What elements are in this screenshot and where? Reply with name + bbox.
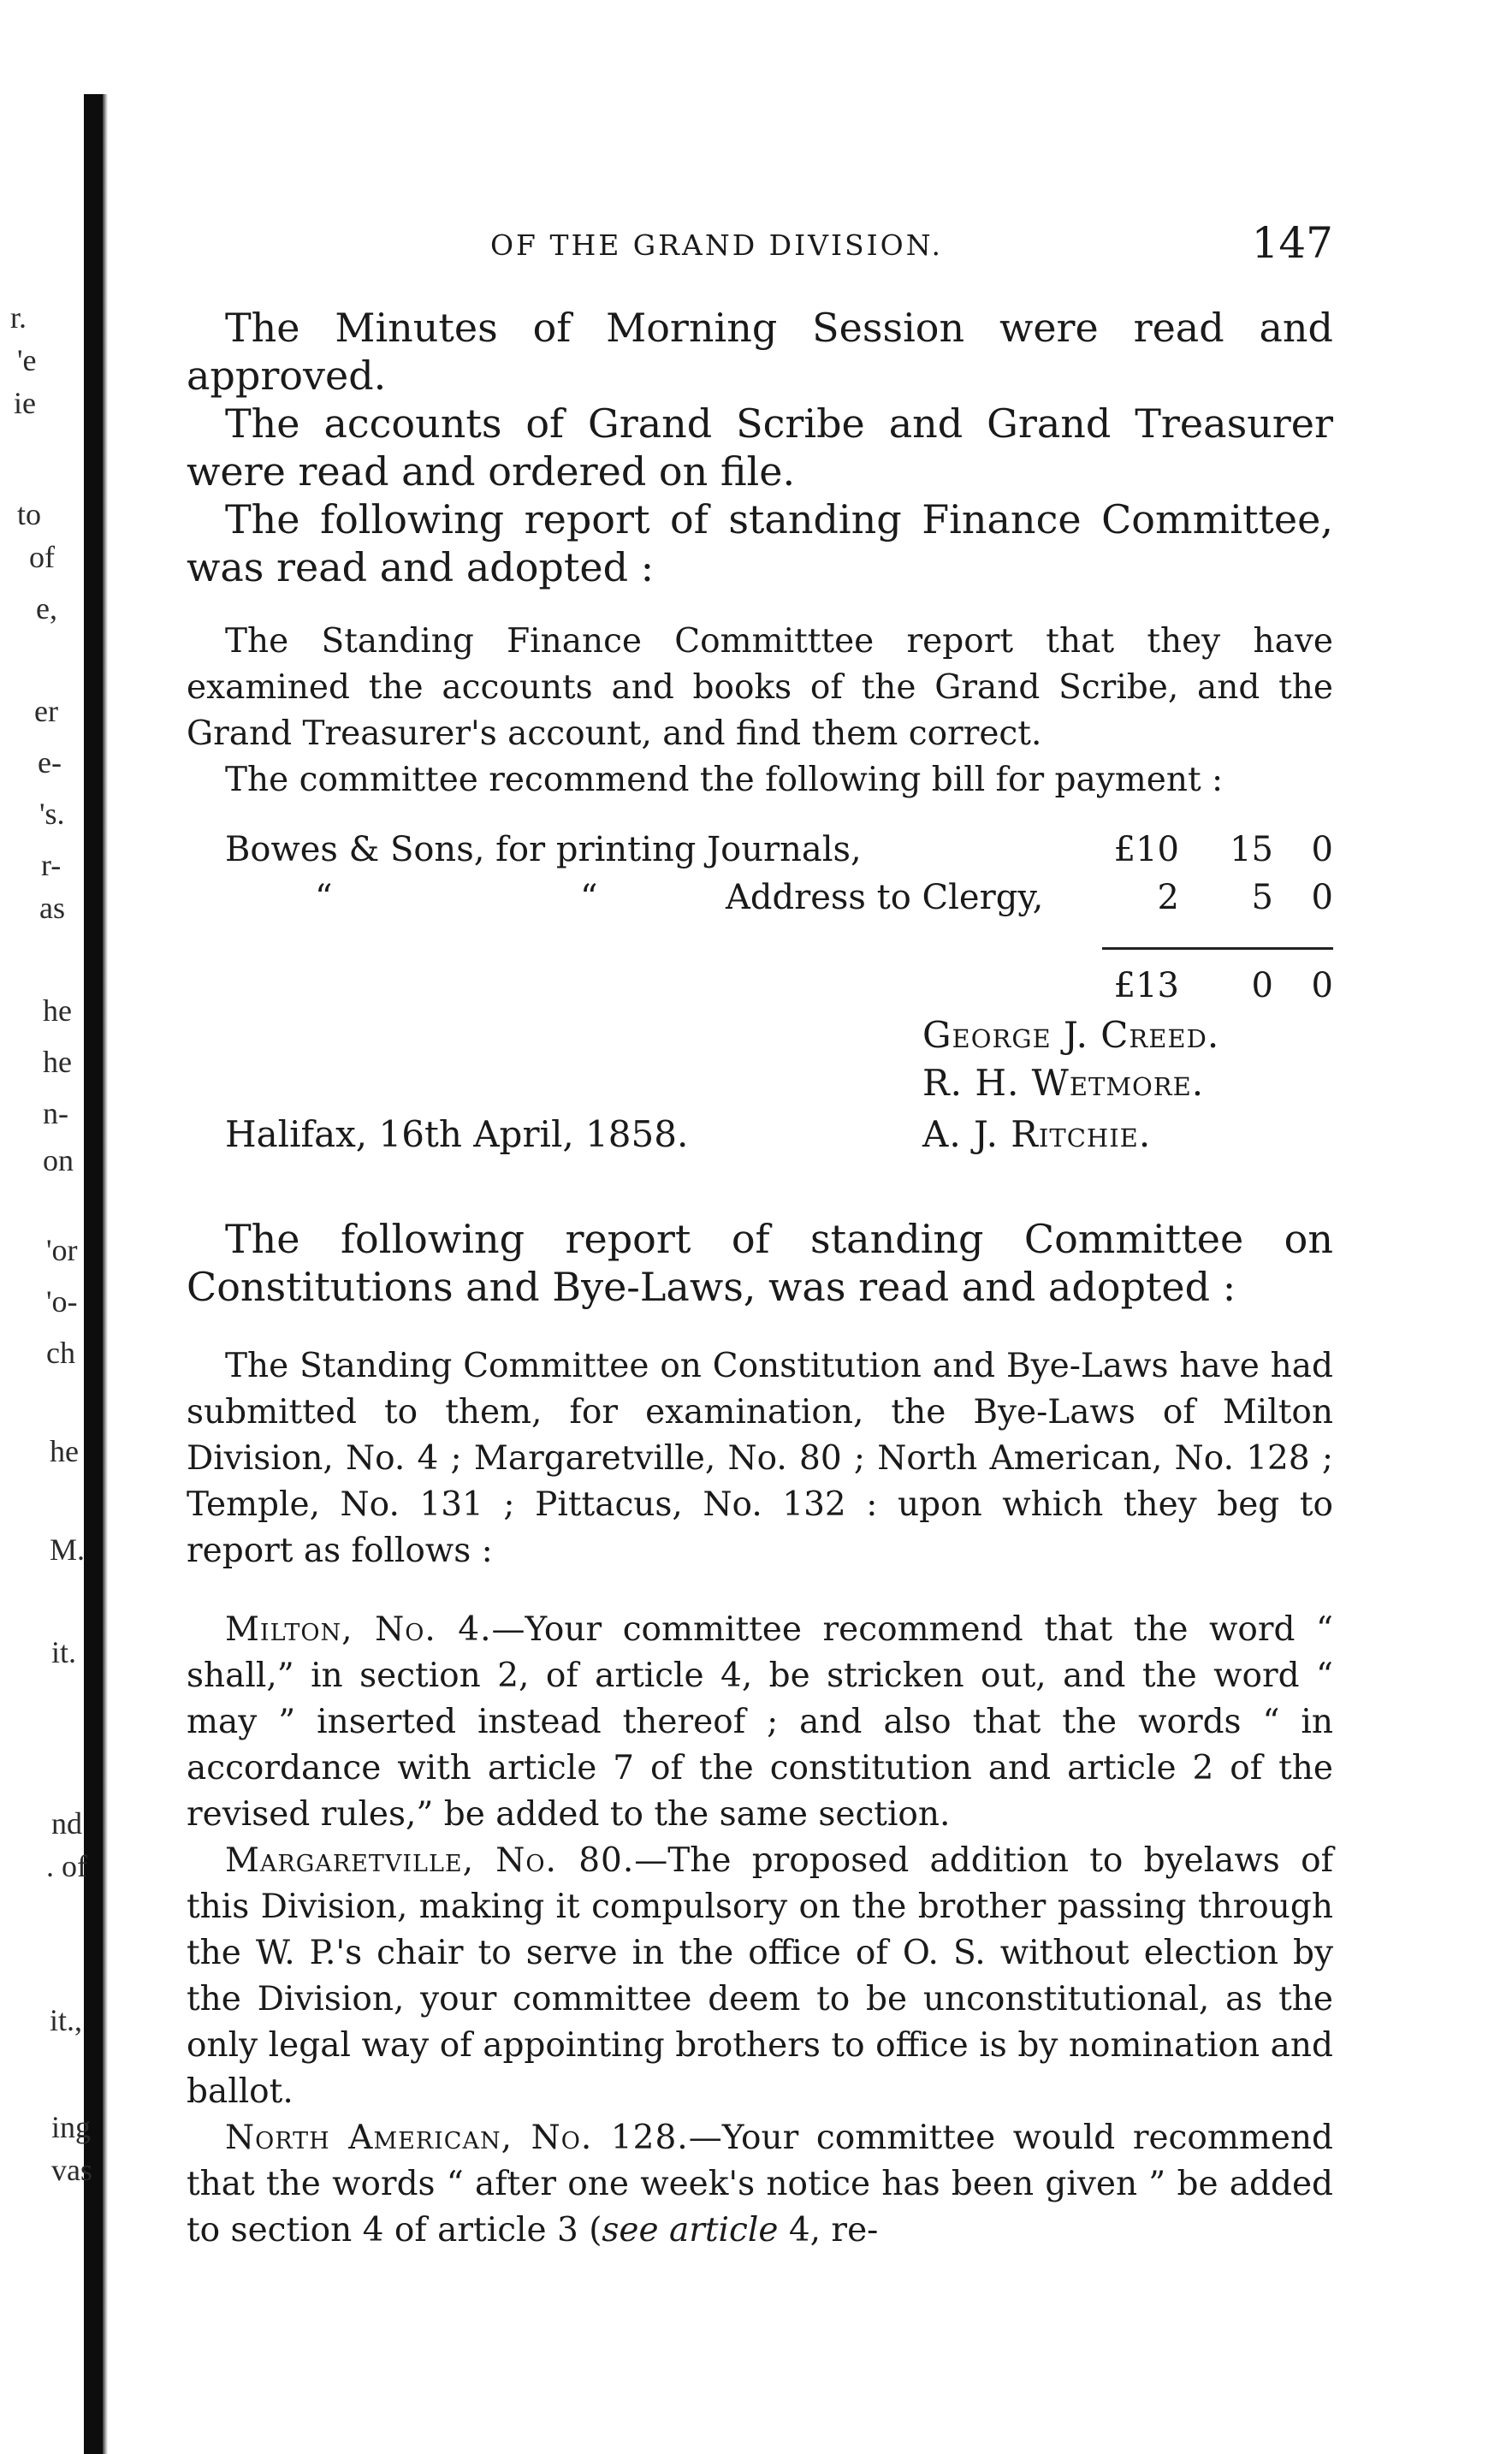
gutter-fragment: vas [51,2153,92,2187]
gutter-fragment: e, [36,591,57,625]
bill-pounds: £10 [1113,830,1179,869]
north-american-entry [187,2115,1333,2254]
total-pounds: £13 [1113,966,1179,1005]
gutter-fragment: r- [41,848,62,882]
ditto-mark: “ [580,878,598,917]
gutter-fragment: e- [38,745,62,779]
gutter-fragment: ing [51,2110,92,2144]
binding-shadow [84,94,103,2454]
date-line: Halifax, 16th April, 1858. [225,1113,689,1155]
gutter-fragment: . of [46,1849,87,1883]
running-head [187,218,1333,270]
division-name: Milton, No. 4. [225,1610,492,1649]
gutter-fragment: ie [14,386,36,420]
bill-total-row [187,962,1333,1010]
bill-recommendation: The committee recommend the following bill for payment : [225,761,1224,799]
running-title: OF THE GRAND DIVISION. [490,228,943,262]
entry-text: —Your committee would recommend that the words “ after one week's notice has been given ” be added to section 4 of article 3 ( [187,2119,1333,2250]
gutter-fragment: 'e [17,343,37,377]
total-pence: 0 [1311,966,1333,1005]
bill-shillings: 5 [1251,878,1273,917]
bill-item-description: Bowes & Sons, for printing Journals, [225,830,862,869]
total-shillings: 0 [1251,966,1273,1005]
gutter-fragment: he [50,1434,79,1468]
gutter-fragment: to [17,497,42,531]
total-rule [1102,947,1333,950]
entry-tail: 4, re- [778,2211,879,2250]
finance-report [187,619,1333,1172]
gutter-fragment: he [43,993,72,1028]
page-number: 147 [1251,218,1333,268]
bill-pence: 0 [1311,830,1333,869]
accounts-paragraph: The accounts of Grand Scribe and Grand Treasurer were read and ordered on file. [187,400,1333,495]
signatory: A. J. Ritchie. [922,1113,1152,1155]
entry-italic: see article [602,2211,779,2250]
gutter-fragment: er [34,694,58,728]
binding-shadow-edge [103,94,108,2454]
gutter-fragment: it., [50,2003,83,2037]
signatory: R. H. Wetmore. [922,1062,1205,1104]
bill-pounds: 2 [1157,878,1179,917]
gutter-fragment: nd [51,1806,82,1840]
bill-pence: 0 [1311,878,1333,917]
entry-text: —The proposed addition to byelaws of this Division, making it compulsory on the brother passing through the W. P.'s chair to serve in the office of O. S. without election by the Division, your committee deem to be unconstitutional, as the only legal way of appointing brothers to office is by nomination and ballot. [187,1841,1334,2111]
milton-entry [187,1607,1333,1838]
division-name: North American, No. 128. [225,2119,689,2157]
book-page [187,218,1333,2254]
ditto-mark: “ [315,878,333,917]
division-name: Margaretville, No. 80. [225,1841,635,1880]
bill-row [187,874,1333,922]
gutter-fragment: of [29,540,55,574]
constitution-report [187,1343,1333,2254]
bill-row [187,826,1333,874]
constitution-intro-paragraph: The following report of standing Committee on Constitutions and Bye-Laws, was read and adopted : [187,1216,1333,1310]
gutter-fragment: as [39,891,65,925]
finance-report-text: The Standing Finance Committtee report that they have examined the accounts and books of the Grand Scribe, and the Grand Treasurer's account, and find them correct. [187,622,1333,753]
minutes-paragraph: The Minutes of Morning Session were read and approved. [187,305,1333,399]
gutter-fragment: 's. [39,797,65,831]
bill-table [187,826,1333,1010]
signatory: George J. Creed. [922,1014,1220,1056]
signature-block [187,1010,1333,1172]
constitution-report-intro: The Standing Committee on Constitution and Bye-Laws have had submitted to them, for examination, the Bye-Laws of Milton Division, No. 4 ; Margaretville, No. 80 ; North American, No. 128 ; Temple, No. 131 ; Pittacus, No. 132 : upon which they beg to report as follows : [187,1347,1333,1570]
gutter-fragment: 'o- [46,1284,78,1319]
gutter-fragment: r. [10,300,27,335]
gutter-fragment: 'or [46,1233,78,1267]
finance-intro-paragraph: The following report of standing Finance Committee, was read and adopted : [187,496,1333,590]
entry-text: —Your committee recommend that the word “ shall,” in section 2, of article 4, be stricken out, and the word “ may ” inserted instead thereof ; and also that the words “ in accordance with article 7 of the constitution and article 2 of the revised rules,” be added to the same section. [187,1610,1333,1834]
margaretville-entry [187,1838,1333,2115]
gutter-fragment: n- [43,1096,68,1130]
bill-item-description: Address to Clergy, [726,878,1044,917]
gutter-fragment: M. [50,1532,86,1567]
gutter-fragment: he [43,1045,72,1079]
facing-page-bleed [0,0,92,2454]
gutter-fragment: ch [46,1336,75,1370]
gutter-fragment: it. [51,1635,77,1669]
bill-shillings: 15 [1230,830,1273,869]
gutter-fragment: on [43,1143,74,1177]
